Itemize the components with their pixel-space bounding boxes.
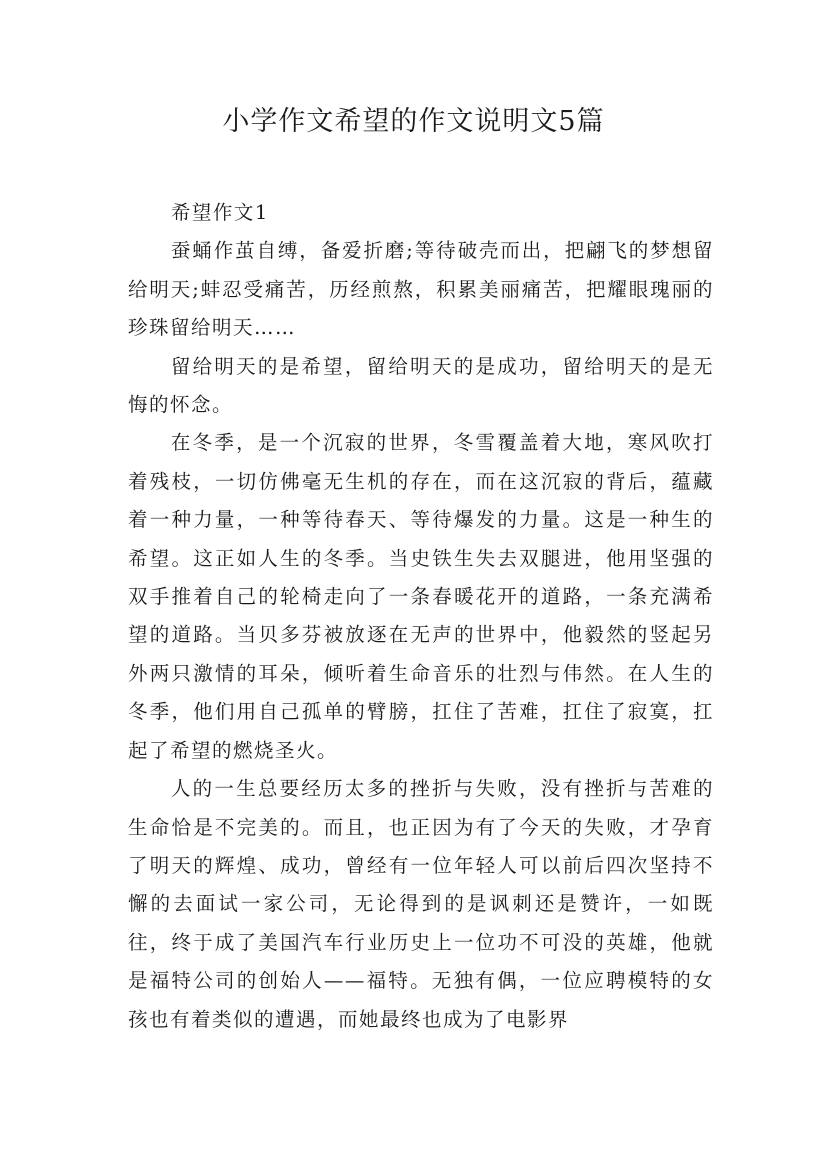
- document-title: 小学作文希望的作文说明文5篇: [222, 106, 605, 137]
- section-heading: 希望作文1: [170, 201, 269, 224]
- paragraph: 留给明天的是希望，留给明天的是成功，留给明天的是无悔的怀念。: [128, 354, 714, 417]
- paragraph: 蚕蛹作茧自缚，备爱折磨;等待破壳而出，把翩飞的梦想留给明天;蚌忍受痛苦，历经煎熬，积累美丽痛苦，把耀眼瑰丽的珍珠留给明天……: [128, 239, 714, 340]
- document-body: [128, 194, 714, 1039]
- paragraph: 在冬季，是一个沉寂的世界，冬雪覆盖着大地，寒风吹打着残枝，一切仿佛毫无生机的存在，而在这沉寂的背后，蕴藏着一种力量，一种等待春天、等待爆发的力量。这是一种生的希望。这正如人生的冬季。当史铁生失去双腿进，他用坚强的双手推着自己的轮椅走向了一条春暖花开的道路，一条充满希望的道路。当贝多芬被放逐在无声的世界中，他毅然的竖起另外两只激情的耳朵，倾听着生命音乐的壮烈与伟然。在人生的冬季，他们用自己孤单的臂膀，扛住了苦难，扛住了寂寞，扛起了希望的燃烧圣火。: [128, 431, 714, 762]
- paragraph: 人的一生总要经历太多的挫折与失败，没有挫折与苦难的生命恰是不完美的。而且，也正因为有了今天的失败，才孕育了明天的辉煌、成功，曾经有一位年轻人可以前后四次坚持不懈的去面试一家公司，无论得到的是讽刺还是赞许，一如既往，终于成了美国汽车行业历史上一位功不可没的英雄，他就是福特公司的创始人——福特。无独有偶，一位应聘模特的女孩也有着类似的遭遇，而她最终也成为了电影界: [128, 777, 714, 1031]
